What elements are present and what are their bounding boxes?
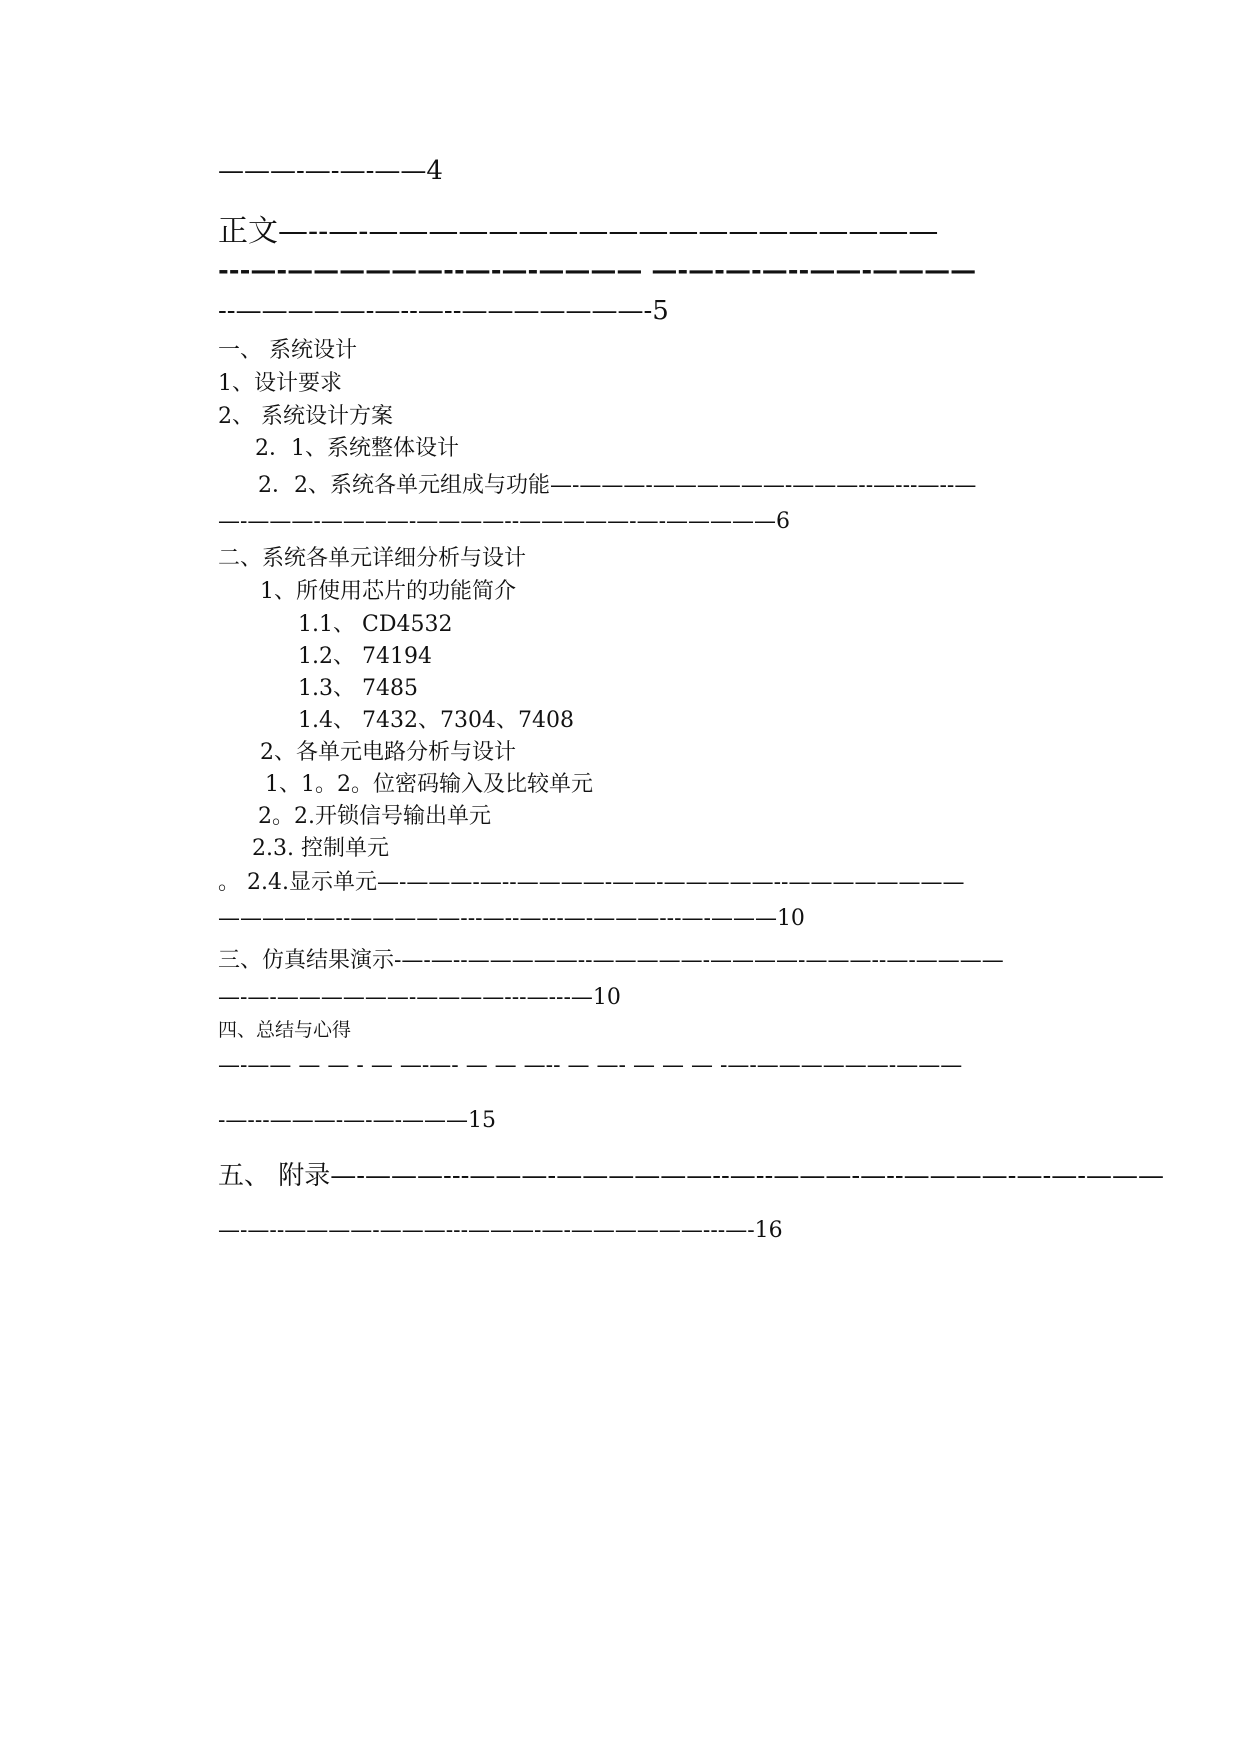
toc-section-4: 四、总结与心得: [218, 1019, 352, 1041]
toc-line-continuation: ———-—-—-——4: [218, 156, 443, 186]
toc-leader-line-page: -—---———-—-—-———15: [218, 1108, 497, 1133]
toc-item-circuit-3: 2.3. 控制单元: [252, 836, 389, 861]
toc-leader-line: —-—— — — - — —-—- — — —-- — —- — — — -—-——————-———: [218, 1053, 963, 1078]
toc-leader-line-page: —-—--————-———---———-—-——————---—-16: [218, 1218, 783, 1243]
toc-item-chip-3: 1.3、 7485: [298, 676, 418, 701]
toc-leader-line-page: --—————-—--—--———————-5: [218, 296, 669, 326]
toc-leader-line-page: —-—-——————-————---—---—10: [218, 985, 621, 1010]
toc-item-2-2-circuits: 2、各单元电路分析与设计: [260, 740, 516, 765]
toc-item-chip-4: 1.4、 7432、7304、7408: [298, 708, 574, 733]
toc-item-2-2: 2．2、系统各单元组成与功能—-———-——————-———--—---—--—: [258, 473, 977, 498]
toc-item-2-1-chips: 1、所使用芯片的功能简介: [260, 579, 516, 604]
toc-item-chip-2: 1.2、 74194: [298, 644, 432, 669]
toc-item-chip-1: 1.1、 CD4532: [298, 612, 453, 637]
toc-leader-line: ---—-——————--—-—-———— —-—-—-—--——-————: [218, 256, 977, 286]
toc-item-circuit-1: 1、1。2。位密码输入及比较单元: [265, 772, 593, 797]
toc-section-1: 一、 系统设计: [218, 338, 357, 363]
toc-leader-line-page: —-———-————-————--—————-—-—————6: [218, 509, 791, 534]
toc-item-1-2: 2、 系统设计方案: [218, 404, 393, 429]
toc-heading-main-body: 正文—--—-———————————————————: [218, 214, 939, 249]
toc-item-circuit-4: 。 2.4.显示单元—-———-—--————-——-—————--————————: [218, 870, 965, 895]
toc-section-3: 三、仿真结果演示-—-—--—————--—————-————-———--—-————: [218, 948, 1004, 973]
toc-item-circuit-2: 2。2.开锁信号输出单元: [258, 804, 491, 829]
toc-item-2-1: 2．1、系统整体设计: [255, 436, 459, 461]
toc-leader-line-page: ————-—--—————---—--—---—-———---—-———10: [218, 906, 805, 931]
toc-section-2: 二、系统各单元详细分析与设计: [218, 546, 527, 571]
toc-section-5: 五、 附录—-———---———-——————--—--———-—--————-—-—-———: [218, 1161, 1165, 1191]
toc-item-1-1: 1、设计要求: [218, 371, 342, 396]
